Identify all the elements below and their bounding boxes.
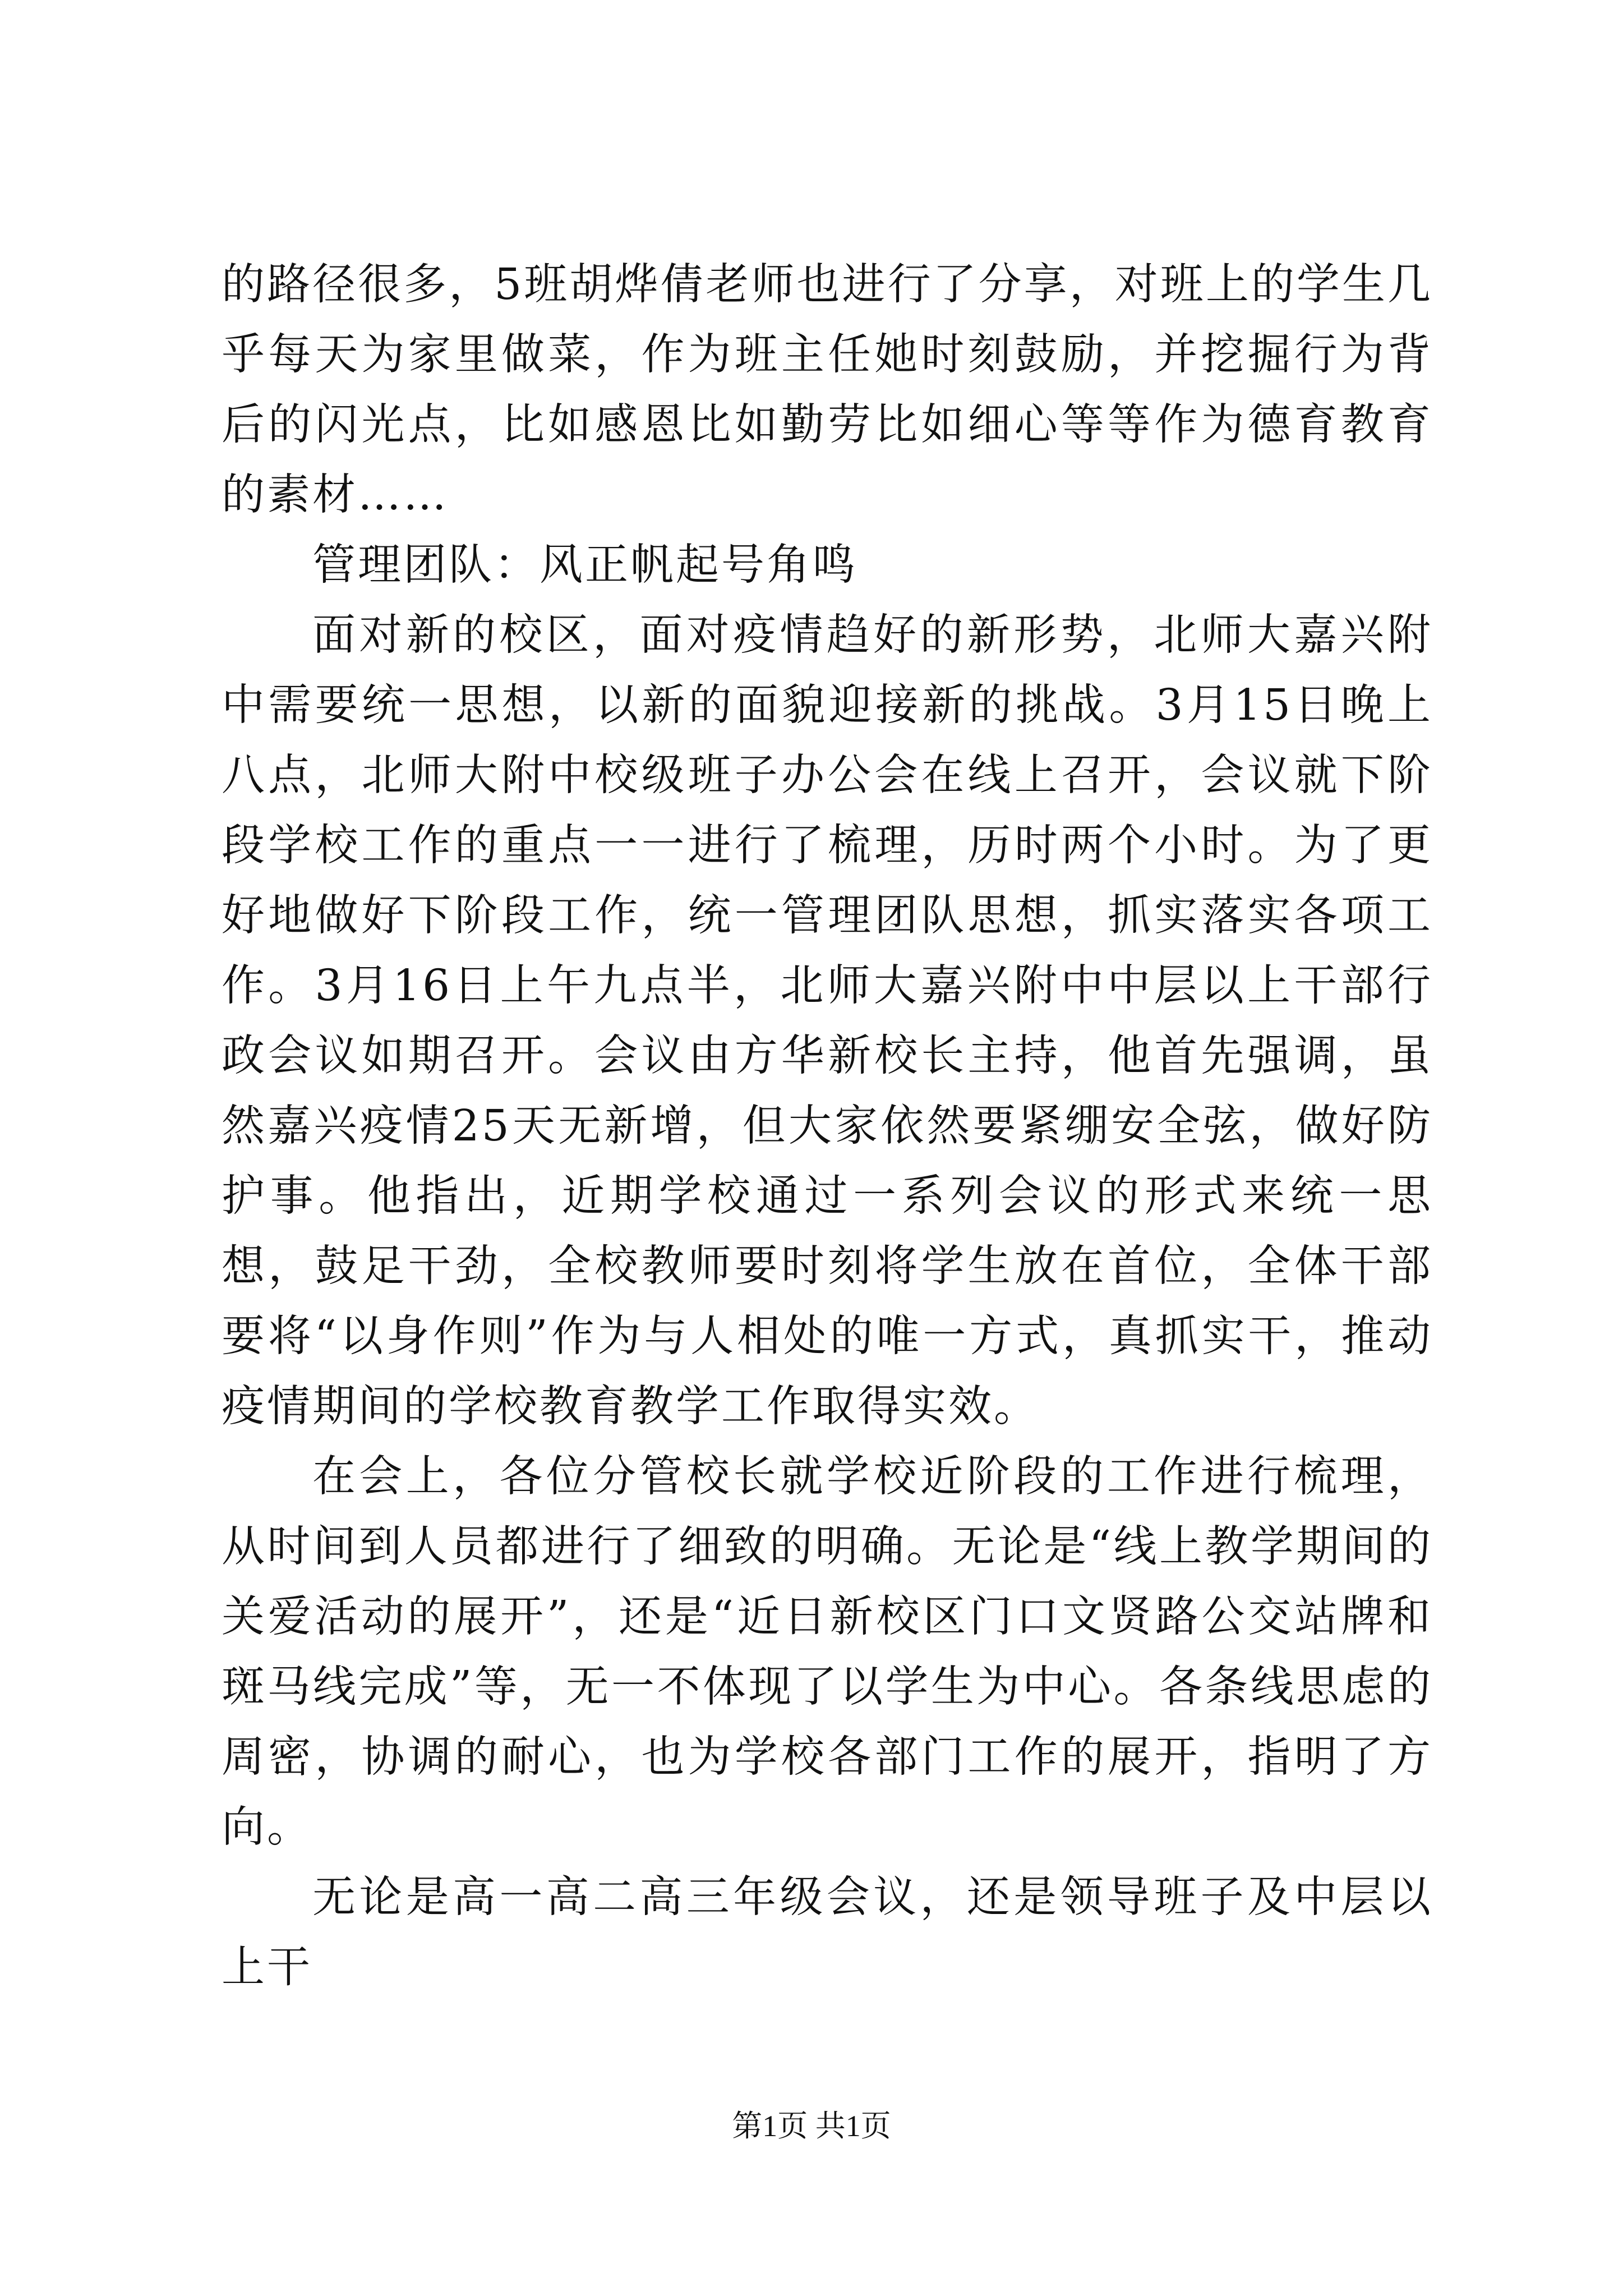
page-number-footer: 第1页 共1页 <box>732 2109 891 2143</box>
document-body <box>222 250 1433 2003</box>
paragraph-meeting-review: 在会上，各位分管校长就学校近阶段的工作进行梳理，从时间到人员都进行了细致的明确。无论是“线上教学期间的关爱活动的展开”，还是“近日新校区门口文贤路公交站牌和斑马线完成”等，无一不体现了以学生为中心。各条线思虑的周密，协调的耐心，也为学校各部门工作的展开，指明了方向。 <box>222 1452 1433 1852</box>
paragraph-continued: 的路径很多，5班胡烨倩老师也进行了分享，对班上的学生几乎每天为家里做菜，作为班主任她时刻鼓励，并挖掘行为背后的闪光点，比如感恩比如勤劳比如细心等等作为德育教育的素材…… <box>222 260 1433 520</box>
paragraph-grade-meetings: 无论是高一高二高三年级会议，还是领导班子及中层以上干 <box>222 1872 1433 1993</box>
paragraph-management-meeting: 面对新的校区，面对疫情趋好的新形势，北师大嘉兴附中需要统一思想，以新的面貌迎接新的挑战。3月15日晚上八点，北师大附中校级班子办公会在线上召开，会议就下阶段学校工作的重点一一进行了梳理，历时两个小时。为了更好地做好下阶段工作，统一管理团队思想，抓实落实各项工作。3月16日上午九点半，北师大嘉兴附中中层以上干部行政会议如期召开。会议由方华新校长主持，他首先强调，虽然嘉兴疫情25天无新增，但大家依然要紧绷安全弦，做好防护事。他指出，近期学校通过一系列会议的形式来统一思想，鼓足干劲，全校教师要时刻将学生放在首位，全体干部要将“以身作则”作为与人相处的唯一方式，真抓实干，推动疫情期间的学校教育教学工作取得实效。 <box>222 610 1433 1432</box>
section-heading: 管理团队：风正帆起号角鸣 <box>312 540 857 590</box>
